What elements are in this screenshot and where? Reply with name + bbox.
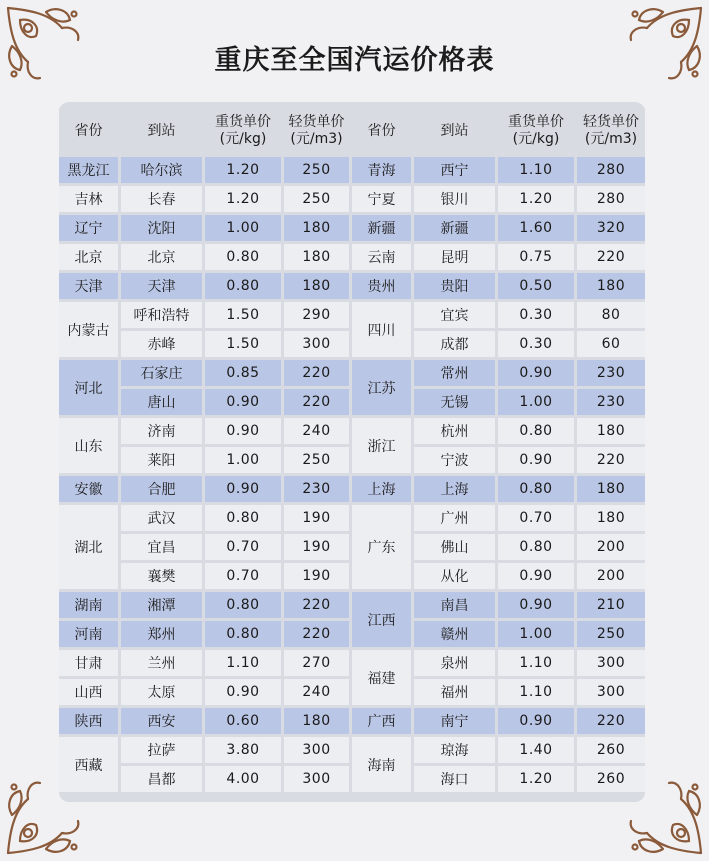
table-row (59, 273, 645, 299)
destination-cell: 昆明 (414, 244, 498, 270)
heavy-price-cell: 0.80 (205, 244, 284, 270)
light-price-cell: 250 (284, 447, 352, 473)
province-cell: 上海 (352, 476, 414, 502)
destination-cell: 昌都 (121, 766, 205, 792)
light-price-cell: 290 (284, 302, 352, 328)
heavy-price-cell: 0.70 (205, 534, 284, 560)
destination-cell: 呼和浩特 (121, 302, 205, 328)
province-cell: 辽宁 (59, 215, 121, 241)
destination-cell: 沈阳 (121, 215, 205, 241)
table-row (59, 650, 645, 676)
heavy-price-cell: 0.60 (205, 708, 284, 734)
light-price-cell: 300 (284, 766, 352, 792)
light-price-cell: 180 (284, 244, 352, 270)
province-cell: 广东 (352, 505, 414, 589)
light-price-cell: 190 (284, 563, 352, 589)
light-price-cell: 60 (577, 331, 645, 357)
province-cell: 新疆 (352, 215, 414, 241)
province-cell: 江苏 (352, 360, 414, 415)
table-row (59, 244, 645, 270)
heavy-price-cell: 1.20 (498, 186, 577, 212)
heavy-price-cell: 1.20 (205, 157, 284, 183)
column-header: 省份 (352, 108, 414, 154)
destination-cell: 从化 (414, 563, 498, 589)
province-cell: 湖北 (59, 505, 121, 589)
province-cell: 湖南 (59, 592, 121, 618)
destination-cell: 宁波 (414, 447, 498, 473)
light-price-cell: 200 (577, 563, 645, 589)
destination-cell: 石家庄 (121, 360, 205, 386)
heavy-price-cell: 0.90 (205, 389, 284, 415)
heavy-price-cell: 0.90 (498, 592, 577, 618)
heavy-price-cell: 1.00 (498, 389, 577, 415)
heavy-price-cell: 1.60 (498, 215, 577, 241)
light-price-cell: 180 (577, 418, 645, 444)
province-cell: 浙江 (352, 418, 414, 473)
destination-cell: 广州 (414, 505, 498, 531)
province-cell: 福建 (352, 650, 414, 705)
heavy-price-cell: 0.90 (498, 360, 577, 386)
light-price-cell: 220 (577, 708, 645, 734)
table-row (59, 302, 645, 328)
destination-cell: 南宁 (414, 708, 498, 734)
heavy-price-cell: 1.50 (205, 331, 284, 357)
light-price-cell: 300 (577, 679, 645, 705)
heavy-price-cell: 0.80 (498, 534, 577, 560)
column-header: 轻货单价 (元/m3) (577, 108, 645, 154)
table-row (59, 476, 645, 502)
province-cell: 天津 (59, 273, 121, 299)
heavy-price-cell: 1.20 (205, 186, 284, 212)
province-cell: 海南 (352, 737, 414, 792)
light-price-cell: 230 (284, 476, 352, 502)
heavy-price-cell: 0.80 (205, 621, 284, 647)
destination-cell: 赤峰 (121, 331, 205, 357)
province-cell: 河北 (59, 360, 121, 415)
destination-cell: 新疆 (414, 215, 498, 241)
province-cell: 西藏 (59, 737, 121, 792)
freight-price-table (59, 105, 645, 795)
destination-cell: 北京 (121, 244, 205, 270)
destination-cell: 武汉 (121, 505, 205, 531)
table-header-row (59, 108, 645, 154)
light-price-cell: 180 (284, 215, 352, 241)
destination-cell: 长春 (121, 186, 205, 212)
destination-cell: 宜宾 (414, 302, 498, 328)
light-price-cell: 180 (577, 505, 645, 531)
light-price-cell: 180 (577, 476, 645, 502)
province-cell: 吉林 (59, 186, 121, 212)
column-header: 重货单价 (元/kg) (498, 108, 577, 154)
province-cell: 河南 (59, 621, 121, 647)
light-price-cell: 80 (577, 302, 645, 328)
heavy-price-cell: 1.10 (498, 650, 577, 676)
heavy-price-cell: 0.90 (205, 418, 284, 444)
light-price-cell: 230 (577, 389, 645, 415)
destination-cell: 合肥 (121, 476, 205, 502)
heavy-price-cell: 0.75 (498, 244, 577, 270)
light-price-cell: 260 (577, 737, 645, 763)
destination-cell: 西宁 (414, 157, 498, 183)
destination-cell: 唐山 (121, 389, 205, 415)
light-price-cell: 220 (284, 621, 352, 647)
light-price-cell: 300 (284, 737, 352, 763)
destination-cell: 贵阳 (414, 273, 498, 299)
light-price-cell: 250 (284, 157, 352, 183)
province-cell: 甘肃 (59, 650, 121, 676)
heavy-price-cell: 4.00 (205, 766, 284, 792)
light-price-cell: 230 (577, 360, 645, 386)
heavy-price-cell: 1.50 (205, 302, 284, 328)
destination-cell: 常州 (414, 360, 498, 386)
destination-cell: 南昌 (414, 592, 498, 618)
destination-cell: 莱阳 (121, 447, 205, 473)
province-cell: 广西 (352, 708, 414, 734)
heavy-price-cell: 0.90 (205, 679, 284, 705)
light-price-cell: 240 (284, 418, 352, 444)
heavy-price-cell: 1.40 (498, 737, 577, 763)
heavy-price-cell: 0.90 (498, 447, 577, 473)
heavy-price-cell: 1.00 (205, 215, 284, 241)
province-cell: 江西 (352, 592, 414, 647)
light-price-cell: 190 (284, 505, 352, 531)
destination-cell: 福州 (414, 679, 498, 705)
heavy-price-cell: 0.30 (498, 302, 577, 328)
light-price-cell: 300 (284, 331, 352, 357)
province-cell: 内蒙古 (59, 302, 121, 357)
heavy-price-cell: 0.80 (205, 592, 284, 618)
table-row (59, 708, 645, 734)
heavy-price-cell: 0.85 (205, 360, 284, 386)
table-row (59, 215, 645, 241)
heavy-price-cell: 1.10 (498, 679, 577, 705)
light-price-cell: 220 (284, 360, 352, 386)
province-cell: 山东 (59, 418, 121, 473)
destination-cell: 杭州 (414, 418, 498, 444)
light-price-cell: 220 (284, 592, 352, 618)
column-header: 重货单价 (元/kg) (205, 108, 284, 154)
destination-cell: 琼海 (414, 737, 498, 763)
destination-cell: 海口 (414, 766, 498, 792)
heavy-price-cell: 0.30 (498, 331, 577, 357)
destination-cell: 天津 (121, 273, 205, 299)
province-cell: 贵州 (352, 273, 414, 299)
province-cell: 云南 (352, 244, 414, 270)
province-cell: 宁夏 (352, 186, 414, 212)
light-price-cell: 220 (577, 244, 645, 270)
destination-cell: 湘潭 (121, 592, 205, 618)
destination-cell: 泉州 (414, 650, 498, 676)
table-row (59, 505, 645, 531)
destination-cell: 兰州 (121, 650, 205, 676)
light-price-cell: 260 (577, 766, 645, 792)
light-price-cell: 240 (284, 679, 352, 705)
light-price-cell: 220 (284, 389, 352, 415)
light-price-cell: 200 (577, 534, 645, 560)
light-price-cell: 320 (577, 215, 645, 241)
destination-cell: 拉萨 (121, 737, 205, 763)
destination-cell: 成都 (414, 331, 498, 357)
province-cell: 山西 (59, 679, 121, 705)
heavy-price-cell: 3.80 (205, 737, 284, 763)
heavy-price-cell: 0.80 (205, 505, 284, 531)
column-header: 到站 (121, 108, 205, 154)
destination-cell: 济南 (121, 418, 205, 444)
table-row (59, 157, 645, 183)
light-price-cell: 180 (577, 273, 645, 299)
heavy-price-cell: 1.00 (205, 447, 284, 473)
heavy-price-cell: 1.00 (498, 621, 577, 647)
column-header: 到站 (414, 108, 498, 154)
destination-cell: 郑州 (121, 621, 205, 647)
table-row (59, 186, 645, 212)
light-price-cell: 190 (284, 534, 352, 560)
table-row (59, 360, 645, 386)
heavy-price-cell: 0.90 (498, 563, 577, 589)
province-cell: 青海 (352, 157, 414, 183)
province-cell: 安徽 (59, 476, 121, 502)
heavy-price-cell: 0.70 (205, 563, 284, 589)
column-header: 省份 (59, 108, 121, 154)
province-cell: 四川 (352, 302, 414, 357)
light-price-cell: 250 (577, 621, 645, 647)
destination-cell: 太原 (121, 679, 205, 705)
province-cell: 陕西 (59, 708, 121, 734)
province-cell: 黑龙江 (59, 157, 121, 183)
page-title: 重庆至全国汽运价格表 (214, 45, 495, 76)
destination-cell: 襄樊 (121, 563, 205, 589)
destination-cell: 上海 (414, 476, 498, 502)
heavy-price-cell: 0.90 (498, 708, 577, 734)
light-price-cell: 280 (577, 157, 645, 183)
light-price-cell: 280 (577, 186, 645, 212)
destination-cell: 佛山 (414, 534, 498, 560)
light-price-cell: 300 (577, 650, 645, 676)
heavy-price-cell: 1.20 (498, 766, 577, 792)
destination-cell: 宜昌 (121, 534, 205, 560)
heavy-price-cell: 0.80 (498, 418, 577, 444)
heavy-price-cell: 0.80 (498, 476, 577, 502)
destination-cell: 赣州 (414, 621, 498, 647)
light-price-cell: 220 (577, 447, 645, 473)
table-row (59, 418, 645, 444)
heavy-price-cell: 0.90 (205, 476, 284, 502)
table-row (59, 592, 645, 618)
light-price-cell: 180 (284, 273, 352, 299)
heavy-price-cell: 1.10 (498, 157, 577, 183)
destination-cell: 哈尔滨 (121, 157, 205, 183)
heavy-price-cell: 0.70 (498, 505, 577, 531)
heavy-price-cell: 0.80 (205, 273, 284, 299)
heavy-price-cell: 0.50 (498, 273, 577, 299)
light-price-cell: 180 (284, 708, 352, 734)
destination-cell: 无锡 (414, 389, 498, 415)
heavy-price-cell: 1.10 (205, 650, 284, 676)
province-cell: 北京 (59, 244, 121, 270)
light-price-cell: 250 (284, 186, 352, 212)
table-row (59, 737, 645, 763)
column-header: 轻货单价 (元/m3) (284, 108, 352, 154)
light-price-cell: 210 (577, 592, 645, 618)
destination-cell: 银川 (414, 186, 498, 212)
light-price-cell: 270 (284, 650, 352, 676)
destination-cell: 西安 (121, 708, 205, 734)
